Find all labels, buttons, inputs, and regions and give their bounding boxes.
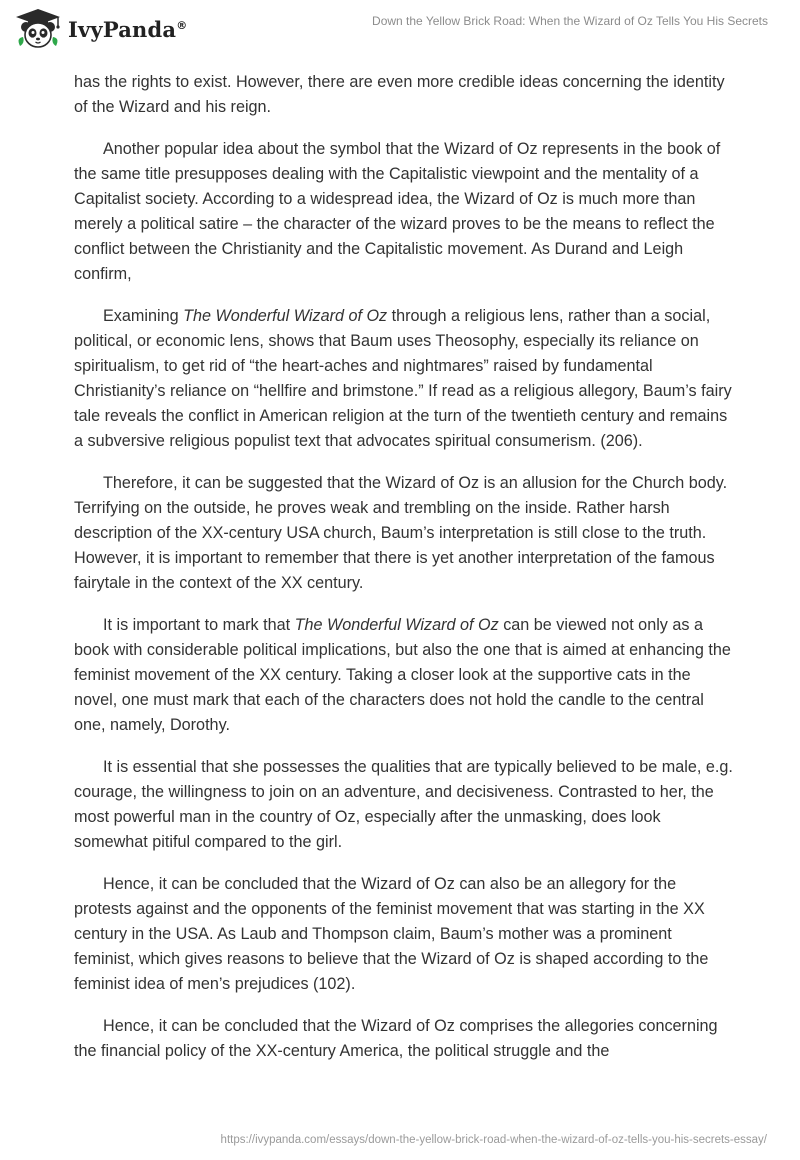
essay-body xyxy=(74,70,734,1081)
ivypanda-logo[interactable] xyxy=(14,8,187,50)
paragraph: Hence, it can be concluded that the Wizard of Oz can also be an allegory for the protests against and the opponents of the feminist movement that was starting in the XX century in the USA. As Laub and Thompson claim, Baum’s mother was a prominent feminist, which gives reasons to believe that the Wizard of Oz is shaped according to the feminist idea of men’s prejudices (102). xyxy=(74,875,709,993)
paragraph: Another popular idea about the symbol that the Wizard of Oz represents in the book of the same title presupposes dealing with the Capitalistic viewpoint and the mentality of a Capitalist society. According to a widespread idea, the Wizard of Oz is much more than merely a political satire – the character of the wizard proves to be the means to reflect the conflict between the Christianity and the Capitalistic movement. As Durand and Leigh confirm, xyxy=(74,140,721,283)
paragraph: Therefore, it can be suggested that the Wizard of Oz is an allusion for the Church body. Terrifying on the outside, he proves weak and trembling on the inside. Rather harsh description of the XX-century USA church, Baum’s interpretation is still close to the truth. However, it is important to remember that there is yet another interpretation of the famous fairytale in the context of the XX century. xyxy=(74,474,728,592)
logo-wordmark: IvyPanda® xyxy=(68,16,188,42)
page-header xyxy=(0,0,800,60)
book-title: The Wonderful Wizard of Oz xyxy=(294,616,499,634)
paragraph: has the rights to exist. However, there are even more credible ideas concerning the identity of the Wizard and his reign. xyxy=(74,73,725,116)
paragraph: It is important to mark that The Wonderful Wizard of Oz can be viewed not only as a book with considerable political implications, but also the one that is aimed at enhancing the feminist movement of the XX century. Taking a closer look at the supportive cats in the novel, one must mark that each of the characters does not hold the candle to the central one, namely, Dorothy. xyxy=(74,616,731,734)
panda-graduate-icon xyxy=(14,8,62,50)
document-title: Down the Yellow Brick Road: When the Wizard of Oz Tells You His Secrets xyxy=(372,14,768,28)
paragraph: Hence, it can be concluded that the Wizard of Oz comprises the allegories concerning the financial policy of the XX-century America, the political struggle and the xyxy=(74,1017,718,1060)
book-title: The Wonderful Wizard of Oz xyxy=(183,307,388,325)
block-quote-paragraph: Examining The Wonderful Wizard of Oz through a religious lens, rather than a social, political, or economic lens, shows that Baum uses Theosophy, especially its reliance on spiritualism, to get rid of “the heart-aches and nightmares” raised by fundamental Christianity’s reliance on “hellfire and brimstone.” If read as a religious allegory, Baum’s fairy tale reveals the conflict in American religion at the turn of the twentieth century and remains a subversive religious populist text that advocates spiritual consumerism. (206). xyxy=(74,307,732,450)
paragraph: It is essential that she possesses the qualities that are typically believed to be male, e.g. courage, the willingness to join on an adventure, and decisiveness. Contrasted to her, the most powerful man in the country of Oz, especially after the unmasking, does look somewhat pitiful compared to the girl. xyxy=(74,758,733,851)
source-url-link[interactable]: https://ivypanda.com/essays/down-the-yellow-brick-road-when-the-wizard-of-oz-tells-you-his-secrets-essay/ xyxy=(220,1134,767,1146)
